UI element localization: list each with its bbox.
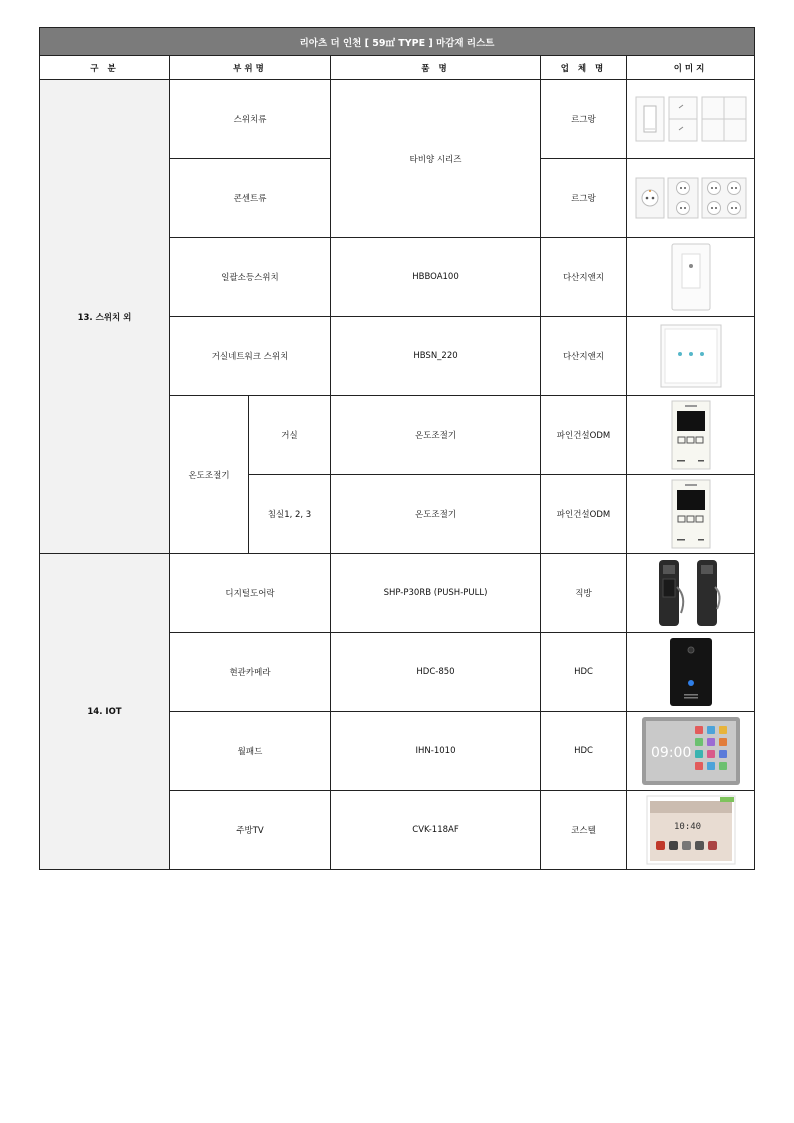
table-row (40, 80, 755, 159)
thermostat-icon (671, 479, 711, 549)
location-cell: 콘센트류 (170, 159, 331, 238)
finish-list-table (39, 27, 755, 870)
header-category: 구 분 (40, 56, 170, 80)
header-vendor: 업 체 명 (541, 56, 627, 80)
door-camera-icon (668, 636, 714, 708)
product-cell: 온도조절기 (331, 396, 541, 475)
finish-list-sheet (39, 27, 754, 870)
page-title: 리아츠 더 인천 [ 59㎡ TYPE ] 마감재 리스트 (40, 28, 755, 56)
product-cell: SHP-P30RB (PUSH-PULL) (331, 554, 541, 633)
network-switch-icon (659, 323, 723, 389)
vendor-cell: HDC (541, 712, 627, 791)
sublocation-cell: 침실1, 2, 3 (249, 475, 331, 554)
product-cell: HBSN_220 (331, 317, 541, 396)
thermostat-icon (671, 400, 711, 470)
image-cell (627, 159, 755, 238)
location-cell: 디지털도어락 (170, 554, 331, 633)
master-switch-icon (670, 242, 712, 312)
location-cell: 월패드 (170, 712, 331, 791)
door-lock-icon (655, 557, 727, 629)
image-cell (627, 317, 755, 396)
tv-clock: 10:40 (673, 822, 701, 832)
vendor-cell: 직방 (541, 554, 627, 633)
image-cell (627, 475, 755, 554)
vendor-cell: 파인건설ODM (541, 475, 627, 554)
vendor-cell: 파인건설ODM (541, 396, 627, 475)
image-cell (627, 633, 755, 712)
location-cell: 온도조절기 (170, 396, 249, 554)
location-cell: 스위치류 (170, 80, 331, 159)
vendor-cell: 다산지앤지 (541, 317, 627, 396)
location-cell: 현관카메라 (170, 633, 331, 712)
vendor-cell: HDC (541, 633, 627, 712)
location-cell: 일괄소등스위치 (170, 238, 331, 317)
product-cell: HBBOA100 (331, 238, 541, 317)
kitchen-tv-icon (646, 795, 736, 865)
product-cell: 타비양 시리즈 (331, 80, 541, 238)
image-cell (627, 396, 755, 475)
image-cell (627, 791, 755, 870)
vendor-cell: 다산지앤지 (541, 238, 627, 317)
product-cell: 온도조절기 (331, 475, 541, 554)
wallpad-icon (641, 716, 741, 786)
location-cell: 거실네트워크 스위치 (170, 317, 331, 396)
image-cell (627, 238, 755, 317)
section-iot: 14. IOT (40, 554, 170, 870)
section-switch: 13. 스위치 외 (40, 80, 170, 554)
table-row (40, 554, 755, 633)
image-cell (627, 554, 755, 633)
vendor-cell: 르그랑 (541, 80, 627, 159)
product-cell: CVK-118AF (331, 791, 541, 870)
header-location: 부위명 (170, 56, 331, 80)
product-cell: HDC-850 (331, 633, 541, 712)
header-product: 품 명 (331, 56, 541, 80)
vendor-cell: 코스텔 (541, 791, 627, 870)
product-cell: IHN-1010 (331, 712, 541, 791)
location-cell: 주방TV (170, 791, 331, 870)
image-cell (627, 80, 755, 159)
image-cell (627, 712, 755, 791)
switch-plates-icon (635, 94, 747, 144)
sublocation-cell: 거실 (249, 396, 331, 475)
wallpad-clock: 09:00 (650, 745, 691, 761)
outlet-plates-icon (635, 173, 747, 223)
vendor-cell: 르그랑 (541, 159, 627, 238)
header-image: 이미지 (627, 56, 755, 80)
